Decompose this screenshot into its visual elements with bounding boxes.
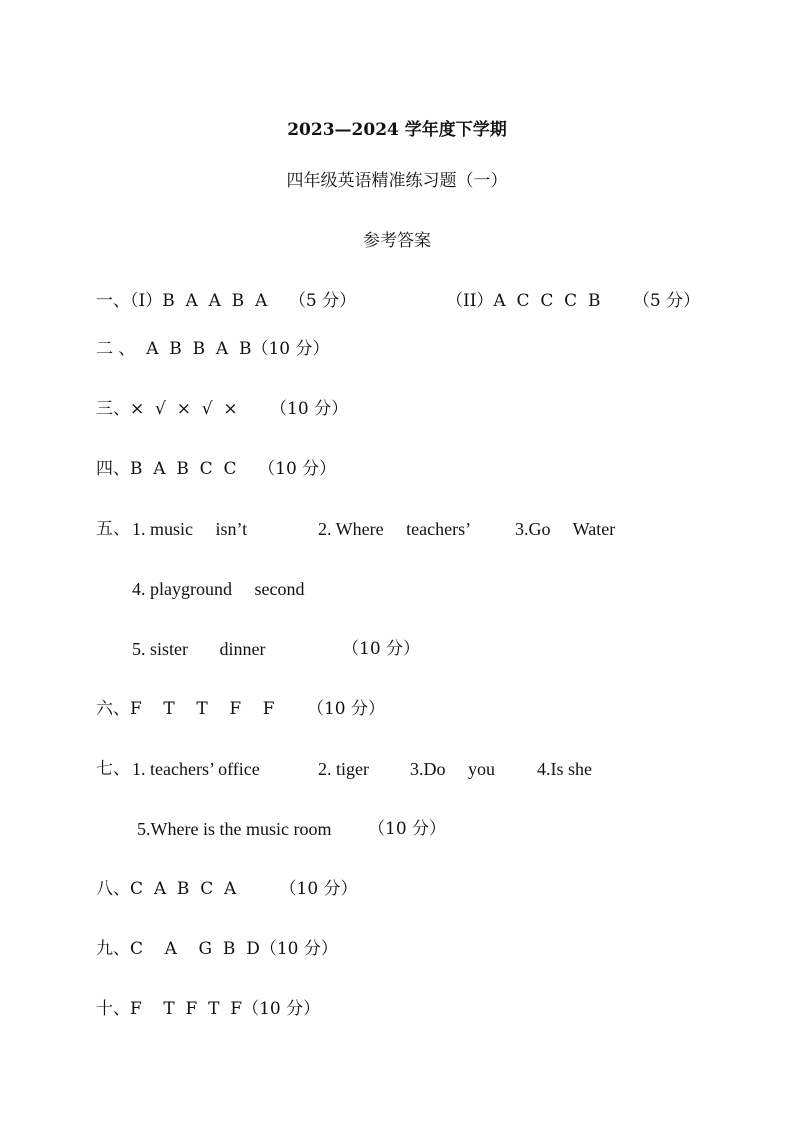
section-5-item-4: 4. playground second — [132, 579, 305, 599]
section-2: 二 、 A B B A B（10 分） — [96, 339, 330, 359]
section-7-item-4: 4.Is she — [537, 759, 592, 779]
section-7-item-2: 2. tiger — [318, 759, 369, 779]
section-7-item-1: 1. teachers’ office — [132, 759, 260, 779]
section-7-label: 七、 — [96, 759, 130, 779]
section-8: 八、C A B C A （10 分） — [96, 879, 358, 899]
year-line: 2023—2024 学年度下学期 — [287, 120, 507, 140]
section-5-item-5: 5. sister dinner — [132, 639, 266, 659]
section-1-part-2: （II）A C C C B （5 分） — [446, 291, 701, 311]
section-9: 九、C A G B D（10 分） — [96, 939, 338, 959]
section-5-score: （10 分） — [342, 639, 421, 659]
section-3: 三、× √ × √ × （10 分） — [96, 399, 349, 419]
section-7-item-3: 3.Do you — [410, 759, 495, 779]
section-4: 四、B A B C C （10 分） — [96, 459, 337, 479]
section-10: 十、F T F T F（10 分） — [96, 999, 321, 1019]
section-5-label: 五、 — [96, 519, 130, 539]
section-1-part-1: 一、（I）B A A B A （5 分） — [96, 291, 357, 311]
section-5-item-3: 3.Go Water — [515, 519, 616, 539]
section-5-item-1: 1. music isn’t — [132, 519, 248, 539]
section-6: 六、F T T F F （10 分） — [96, 699, 385, 719]
document-title: 四年级英语精准练习题（一） — [286, 171, 508, 191]
section-7-score: （10 分） — [368, 819, 447, 839]
document-subtitle: 参考答案 — [363, 231, 431, 251]
section-7-item-5: 5.Where is the music room — [137, 819, 332, 839]
section-5-item-2: 2. Where teachers’ — [318, 519, 472, 539]
